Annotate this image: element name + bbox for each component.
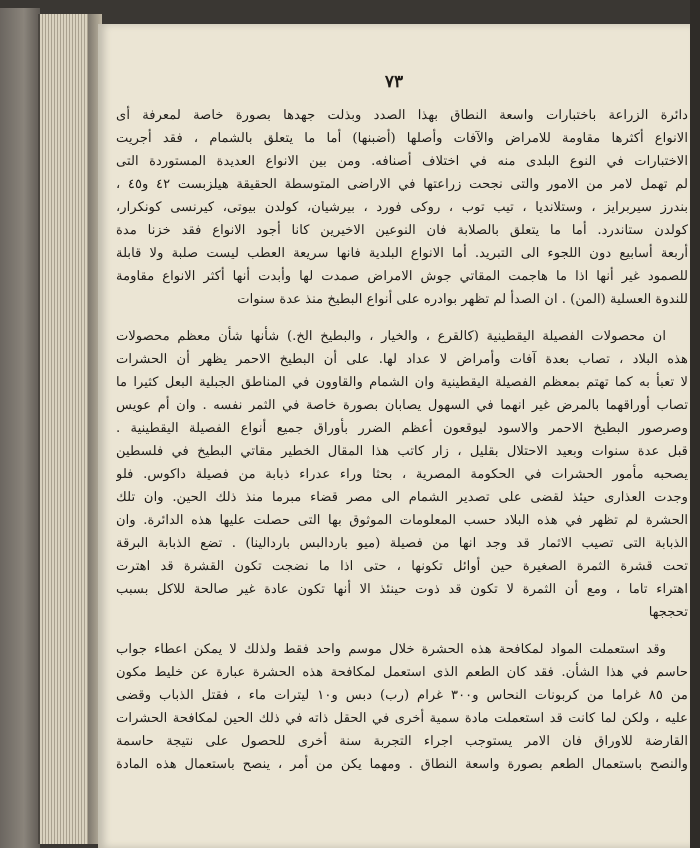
text-line: والنصح باستعمال الطعم بصورة واسعة النطاق . ومهما يكن من أمر ، ينصح باستعمال هذه المادة	[116, 757, 688, 772]
book-spine-edge	[0, 8, 40, 848]
text-line: للندوة العسلية (المن) . ان الصدأ لم تظهر بوادره على أنواع البطيخ منذ عدة سنوات	[237, 292, 688, 307]
text-line: تحت قشرة الثمرة الصغيرة حين أوائل تكونها ، حتى اذا ما نضجت تكون القشرة قد اهترت	[116, 559, 688, 574]
text-line: ان محصولات الفصيلة اليقطينية (كالقرع ، والخيار ، والبطيخ الخ.) شأنها شأن معظم محصولات	[116, 329, 666, 344]
page-number: ٧٣	[384, 72, 404, 92]
text-line: الذبابة التى تصيب الاثمار قد وجد انها من فصيلة (ميو باردالبس باردالينا) . تضع الذبابة البرقة	[116, 536, 688, 551]
text-line: تحججها	[648, 605, 688, 620]
text-line: وقد استعملت المواد لمكافحة هذه الحشرة خلال موسم واحد فقط ولذلك لا يمكن اعطاء جواب	[116, 642, 666, 657]
text-line: هذه البلاد ، تصاب بعدة آفات وأمراض لا عداد لها. على أن البطيخ الاحمر يظهر أن الحشرات	[116, 352, 688, 367]
text-line: وجدت العذارى حيئذ لقضى على تصدير الشمام الى مصر قضاء مبرما منذ ذلك الحين. وان تلك	[116, 490, 688, 505]
text-line: أربعة أسابيع دون اللجوء الى التبريد. أما الانواع البلدية فانها سريعة العطب ليست صلبة ولا قابلة	[116, 246, 688, 261]
text-line: وصرصور البطيخ الاحمر والاسود ليوقعون أعظم الضرر بأوراق جميع أنواع الفصيلة اليقطينية .	[116, 421, 688, 436]
right-background-edge	[690, 0, 700, 848]
text-line: بندرز سيربرايز ، وستلانديا ، تيب توب ، روكى فورد ، بيرشيان، كولدن بيوتى، كيرنسى كونكرار،	[116, 200, 688, 215]
text-line: الحشرة لم تظهر في هذه البلاد حسب المعلومات الموثوق بها التى حصلت عليها هذه الدائرة. وان	[116, 513, 688, 528]
text-line: تصاب أوراقهما بالمرض غير انهما في السهول يصابان بصورة خاصة في الثمر نفسه . وان أم عويس	[116, 398, 688, 413]
text-line: القارضة للاوراق فان الامر يستوجب اجراء التجربة سنة أخرى للحصول على نتيجة حاسمة	[116, 734, 688, 749]
text-line: الانواع أكثرها مقاومة للامراض والآفات وأصلها (أضبنها) أما ما يتعلق بالشمام ، فقد أجريت	[116, 131, 688, 146]
text-line: الاختبارات في النوع البلدى منه في اختلاف أصنافه. ومن بين الانواع العديدة المستوردة التى	[116, 154, 688, 169]
text-line: من ٨٥ غراما من كربونات النحاس و٣٠٠ غرام (رب) دبس و١٠ ليترات ماء ، فقتل الذباب وقضى	[116, 688, 688, 703]
text-line: لم تهمل لامر من الامور والتى نجحت زراعتها في الاراضى المتوسطة الحقيقة هيلزبست ٤٢ و٤٥ ،	[116, 177, 688, 192]
text-line: حاسم في هذا الشأن. فقد كان الطعم الذى استعمل لمكافحة هذه الحشرة عبارة عن خليط مكون	[116, 665, 688, 680]
text-line: للصمود غير أنها اذا ما هاجمت المقاتي جوش الامراض صمدت لها وأبدت أنها أكثر الانواع مقاومة	[116, 269, 688, 284]
text-line: يصحبه مأمور الحشرات في الحكومة المصرية ، بحثا وراء عدراء ذبابة من فصيلة داكوس. فلو	[116, 467, 688, 482]
text-line: لا تعبأ به كما تهتم بمعظم الفصيلة اليقطينية وان الشمام والقاوون في المناطق الجبلية البعل كثيرا ما	[116, 375, 688, 390]
text-line: قبل عدة سنوات وبعيد الاحتلال بقليل ، زار كاتب هذا المقال الخطير مقاتي البطيخ في فلسطين	[116, 444, 688, 459]
text-line: دائرة الزراعة باختبارات واسعة النطاق بهذا الصدد وبذلت جهدها بصورة خاصة لمعرفة أى	[116, 108, 688, 123]
text-line: عليه ، ولكن لما كانت قد استعملت مادة سمية أخرى في الحقل ذاته في ذلك الحين لمكافحة الحشرات	[116, 711, 688, 726]
text-line: اهتراء تاما ، ومع أن الثمرة لا تكون قد ذوت حينئذ الا أنها تكون عادة غير صالحة للاكل بسبب	[116, 582, 688, 597]
text-line: كولدن ستاندرد. أما ما يتعلق بالصلابة فان النوعين الاخيرين كانا أجود الانواع فقد خزنا مدة	[116, 223, 688, 238]
